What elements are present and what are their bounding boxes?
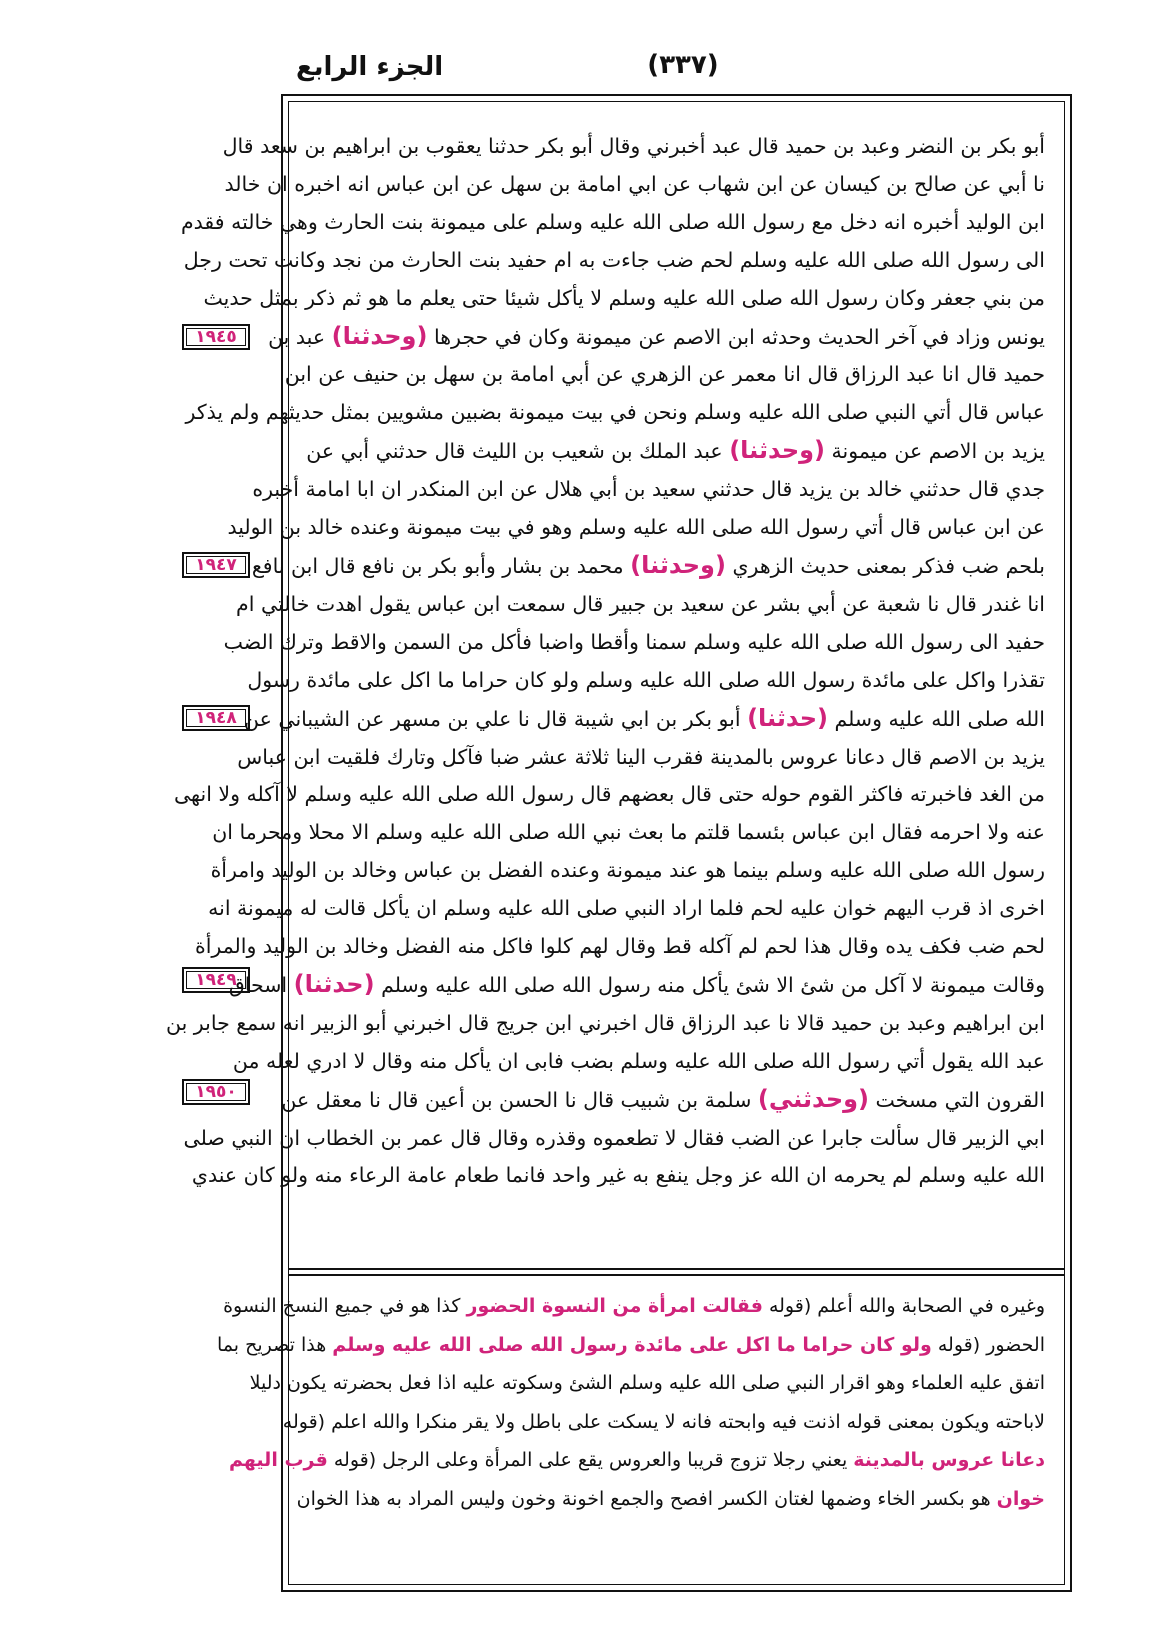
text-segment: سلمة بن شبيب قال نا الحسن بن أعين قال نا معقل عن [281, 1087, 758, 1112]
narration-keyword: (وحدثنا) [729, 436, 826, 465]
text-line [208, 890, 1045, 928]
text-segment: يزيد بن الاصم قال دعانا عروس بالمدينة فقرب الينا ثلاثة عشر ضبا فآكل وتارك فلقيت ابن عباس [237, 744, 1045, 769]
text-segment: يزيد بن الاصم عن ميمونة [825, 439, 1045, 464]
text-segment: الى رسول الله صلى الله عليه وسلم لحم ضب جاءت به ام حفيد بنت الحارث من نجد وكانت تحت رجل [183, 247, 1045, 272]
commented-phrase: ولو كان حراما ما اكل على مائدة رسول الله صلى الله عليه وسلم [332, 1333, 932, 1356]
text-line [251, 547, 1045, 586]
text-segment: الحضور (قوله [931, 1333, 1045, 1356]
footnote-line [282, 1403, 1045, 1442]
text-line [227, 509, 1045, 547]
text-segment: حميد قال انا عبد الرزاق قال انا معمر عن الزهري عن أبي امامة بن سهل بن حنيف عن ابن [284, 362, 1045, 387]
text-segment: القرون التي مسخت [869, 1087, 1045, 1112]
text-segment: جدي قال حدثني خالد بن يزيد قال حدثني سعيد بن أبي هلال عن ابن المنكدر ان ابا امامة أخبره [252, 477, 1045, 502]
text-segment: حفيد الى رسول الله صلى الله عليه وسلم سمنا وأقطا واضبا فأكل من السمن والاقط وترك الضب [223, 629, 1045, 654]
text-line [237, 739, 1045, 777]
text-segment: يونس وزاد في آخر الحديث وحدثه ابن الاصم عن ميمونة وكان في حجرها [427, 324, 1045, 349]
text-line [173, 776, 1045, 814]
text-segment: لاباحته ويكون بمعنى قوله اذنت فيه وابحته فانه لا يسكت على باطل ولا يقر منكرا والله اعلم (قوله [282, 1410, 1045, 1433]
text-segment: اتفق عليه العلماء وهو اقرار النبي صلى الله عليه وسلم الشئ وسكوته عليه اذا فعل بحضرته يكون دليلا [249, 1372, 1045, 1395]
commentary-text [217, 1287, 1045, 1577]
text-line [194, 928, 1045, 966]
text-line [165, 1005, 1045, 1043]
text-segment: عباس قال أتي النبي صلى الله عليه وسلم ونحن في بيت ميمونة بضبين مشويين بمثل حديثهم ولم يذكر [185, 400, 1045, 425]
page-number: (٣٣٧) [647, 50, 719, 80]
text-segment: وغيره في الصحابة والله أعلم (قوله [762, 1295, 1045, 1317]
text-segment: من الغد فاخبرته فاكثر القوم حوله حتى قال بعضهم قال رسول الله صلى الله عليه وسلم لا آكله ولا انهى [173, 782, 1045, 807]
footnote-divider-inner [288, 1274, 1065, 1276]
text-line [191, 1157, 1045, 1195]
hadith-number: ١٩٤٧ [182, 552, 250, 578]
text-segment: محمد بن بشار وأبو بكر بن نافع قال ابن نافع [251, 553, 631, 578]
text-segment: رسول الله صلى الله عليه وسلم بينما هو عند ميمونة وعنده الفضل بن عباس وخالد بن الوليد وامرأة [210, 858, 1045, 883]
text-line [244, 700, 1045, 739]
hadith-number: ١٩٤٨ [182, 705, 250, 731]
hadith-number: ١٩٤٥ [182, 324, 250, 350]
text-line [185, 394, 1045, 432]
text-segment: هو بكسر الخاء وضمها لغتان الكسر افصح والجمع اخونة وخون وليس المراد به هذا الخوان [296, 1487, 997, 1510]
text-segment: عبد الملك بن شعيب بن الليث قال حدثني أبي عن [306, 439, 730, 464]
text-segment: ابن ابراهيم وعبد بن حميد قالا نا عبد الرزاق قال اخبرني ابن جريج قال اخبرني أبو الزبير انه سمع جابر بن [165, 1010, 1045, 1035]
text-line [228, 966, 1045, 1005]
commented-phrase: قرب اليهم [228, 1449, 328, 1472]
text-line [306, 432, 1045, 471]
text-line [183, 242, 1045, 280]
text-line [284, 356, 1045, 394]
text-line [183, 1120, 1045, 1158]
text-line [180, 204, 1045, 242]
footnote-divider [288, 1268, 1065, 1270]
text-segment: عن ابن عباس قال أتي رسول الله صلى الله عليه وسلم وهو في بيت ميمونة وعنده خالد بن الوليد [227, 515, 1045, 540]
text-segment: لحم ضب فكف يده وقال هذا لحم لم آكله قط وقال لهم كلوا فاكل منه الفضل وخالد بن الوليد والمرأة [194, 934, 1045, 959]
text-segment: الله عليه وسلم لم يحرمه ان الله عز وجل ينفع به غير واحد فانما طعام عامة الرعاء منه ولو كان عندي [191, 1163, 1045, 1188]
narration-keyword: (حدثنا) [293, 969, 375, 998]
narration-keyword: (وحدثنا) [331, 321, 428, 350]
footnote-line [223, 1287, 1045, 1326]
text-line [252, 471, 1045, 509]
text-segment: تقذرا واكل على مائدة رسول الله صلى الله عليه وسلم ولو كان حراما ما اكل على مائدة رسول [247, 667, 1045, 692]
text-line [212, 814, 1045, 852]
footnote-line [249, 1364, 1045, 1403]
text-line [268, 318, 1045, 357]
text-segment: أبو بكر بن النضر وعبد بن حميد قال عبد أخبرني وقال أبو بكر حدثنا يعقوب بن ابراهيم بن سعد قال [222, 134, 1045, 158]
text-segment: من بني جعفر وكان رسول الله صلى الله عليه وسلم لا يأكل شيئا حتى يعلم ما هو ثم ذكر بمثل حديث [203, 285, 1045, 310]
text-segment: بلحم ضب فذكر بمعنى حديث الزهري [725, 553, 1045, 578]
text-segment: وقالت ميمونة لا آكل من شئ الا شئ يأكل منه رسول الله صلى الله عليه وسلم [374, 972, 1045, 997]
narration-keyword: (وحدثني) [757, 1084, 870, 1113]
text-segment: يعني رجلا تزوج قريبا والعروس يقع على المرأة وعلى الرجل (قوله [327, 1449, 854, 1472]
text-line [203, 280, 1045, 318]
text-segment: عنه ولا احرمه فقال ابن عباس بئسما قلتم ما بعث نبي الله صلى الله عليه وسلم الا محلا ومحرما ان [212, 820, 1045, 845]
text-segment: اخرى اذ قرب اليهم خوان عليه لحم فلما اراد النبي صلى الله عليه وسلم ان يأكل قالت له ميمونة انه [208, 896, 1045, 921]
narration-keyword: (وحدثنا) [630, 550, 726, 579]
footnote-line [296, 1480, 1045, 1519]
commented-phrase: فقالت امرأة من النسوة الحضور [466, 1295, 763, 1317]
text-line [236, 586, 1045, 624]
text-segment: ابن الوليد أخبره انه دخل مع رسول الله صلى الله عليه وسلم على ميمونة بنت الحارث وهي خالته فقدم [180, 209, 1045, 234]
footnote-line [217, 1326, 1045, 1365]
narration-keyword: (حدثنا) [747, 703, 828, 732]
hadith-number: ١٩٥٠ [182, 1079, 250, 1105]
text-segment: عبد الله يقول أتي رسول الله صلى الله عليه وسلم بضب فابى ان يأكل منه وقال لا ادري لعله من [232, 1048, 1045, 1073]
text-line [224, 166, 1045, 204]
text-segment: عبد بن [268, 324, 332, 349]
text-segment: أبو بكر بن ابي شيبة قال نا علي بن مسهر عن الشيباني عن [244, 706, 748, 731]
text-line [232, 1043, 1045, 1081]
text-segment: انا غندر قال نا شعبة عن أبي بشر عن سعيد بن جبير قال سمعت ابن عباس يقول اهدت خالتي ام [236, 591, 1045, 616]
text-segment: نا أبي عن صالح بن كيسان عن ابن شهاب عن ابي امامة بن سهل عن ابن عباس انه اخبره ان خالد [224, 171, 1045, 196]
text-segment: هذا تصريح بما [217, 1333, 333, 1356]
text-segment: كذا هو في جميع النسخ النسوة [223, 1295, 467, 1317]
hadith-number: ١٩٤٩ [182, 967, 250, 993]
commented-phrase: خوان [996, 1487, 1045, 1510]
text-segment: الله صلى الله عليه وسلم [827, 706, 1045, 731]
volume-title: الجزء الرابع [296, 52, 444, 82]
footnote-line [228, 1441, 1045, 1480]
text-line [223, 624, 1045, 662]
text-line [247, 662, 1045, 700]
text-segment: ابي الزبير قال سألت جابرا عن الضب فقال لا تطعموه وقذره وقال قال عمر بن الخطاب ان النبي صلى [183, 1125, 1045, 1150]
commented-phrase: دعانا عروس بالمدينة [853, 1449, 1045, 1472]
text-line [281, 1081, 1045, 1120]
text-line [210, 852, 1045, 890]
text-segment: اسحاق [228, 972, 294, 997]
text-line [222, 128, 1045, 166]
